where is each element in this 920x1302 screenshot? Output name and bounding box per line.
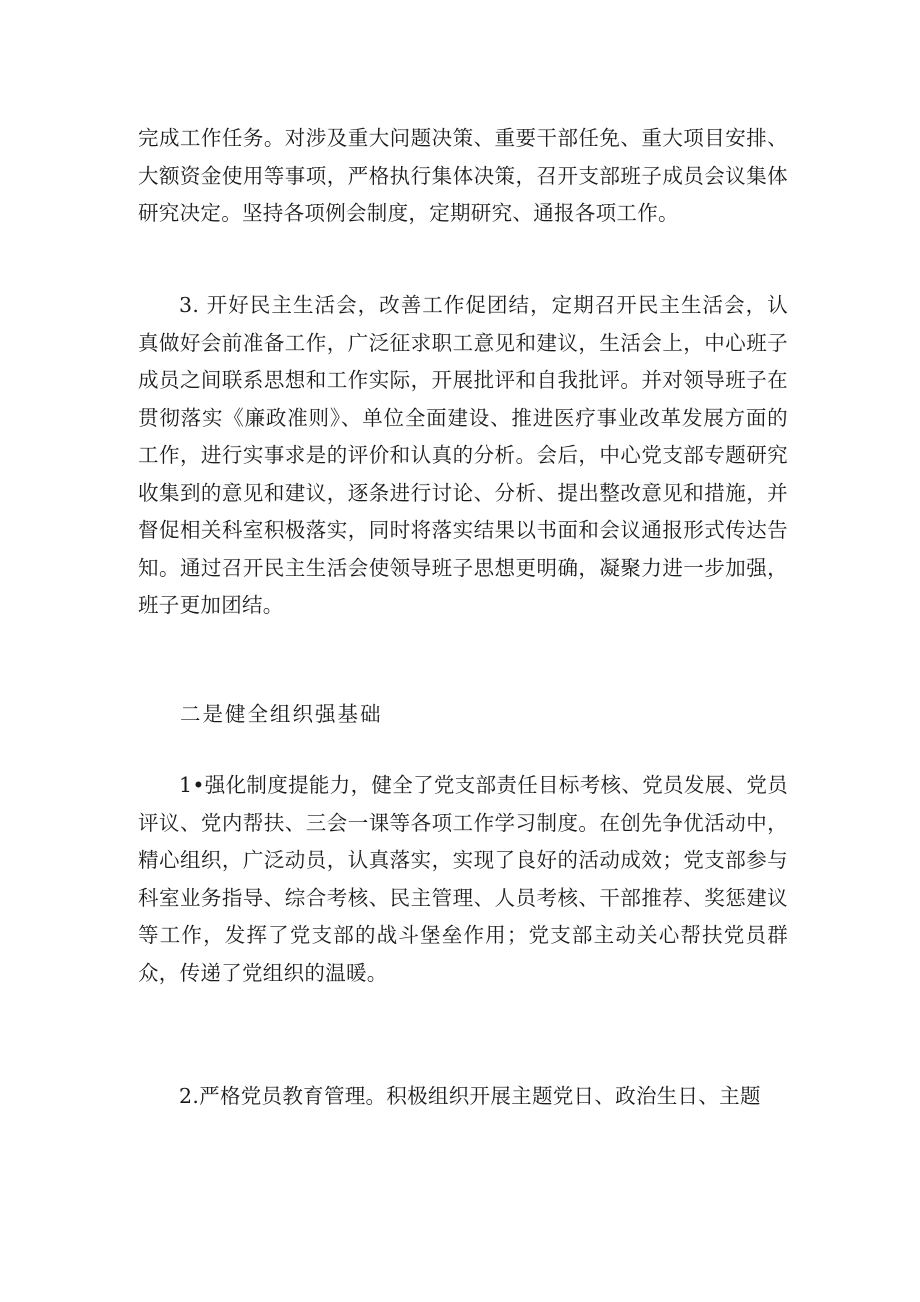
paragraph-decision-making: 完成工作任务。对涉及重大问题决策、重要干部任免、重大项目安排、大额资金使用等事项，严格执行集体决策，召开支部班子成员会议集体研究决定。坚持各项例会制度，定期研究、通报各项工作。 [138,126,788,225]
paragraph-strengthen-system: 1•强化制度提能力，健全了党支部责任目标考核、党员发展、党员评议、党内帮扶、三会一课等各项工作学习制度。在创先争优活动中，精心组织，广泛动员，认真落实，实现了良好的活动成效；党支部参与科室业务指导、综合考核、民主管理、人员考核、干部推荐、奖惩建议等工作，发挥了党支部的战斗堡垒作用；党支部主动关心帮扶党员群众，传递了党组织的温暖。 [138,773,788,985]
section-heading-organization: 二是健全组织强基础 [180,702,383,726]
paragraph-democratic-life-meeting: 3. 开好民主生活会，改善工作促团结，定期召开民主生活会，认真做好会前准备工作，广泛征求职工意见和建议，生活会上，中心班子成员之间联系思想和工作实际，开展批评和自我批评。并对领导班子在贯彻落实《廉政准则》、单位全面建设、推进医疗事业改革发展方面的工作，进行实事求是的评价和认真的分析。会后，中心党支部专题研究收集到的意见和建议，逐条进行讨论、分析、提出整改意见和措施，并督促相关科室积极落实，同时将落实结果以书面和会议通报形式传达告知。通过召开民主生活会使领导班子思想更明确，凝聚力进一步加强，班子更加团结。 [138,293,788,617]
paragraph-member-education: 2.严格党员教育管理。积极组织开展主题党日、政治生日、主题 [179,1084,761,1108]
